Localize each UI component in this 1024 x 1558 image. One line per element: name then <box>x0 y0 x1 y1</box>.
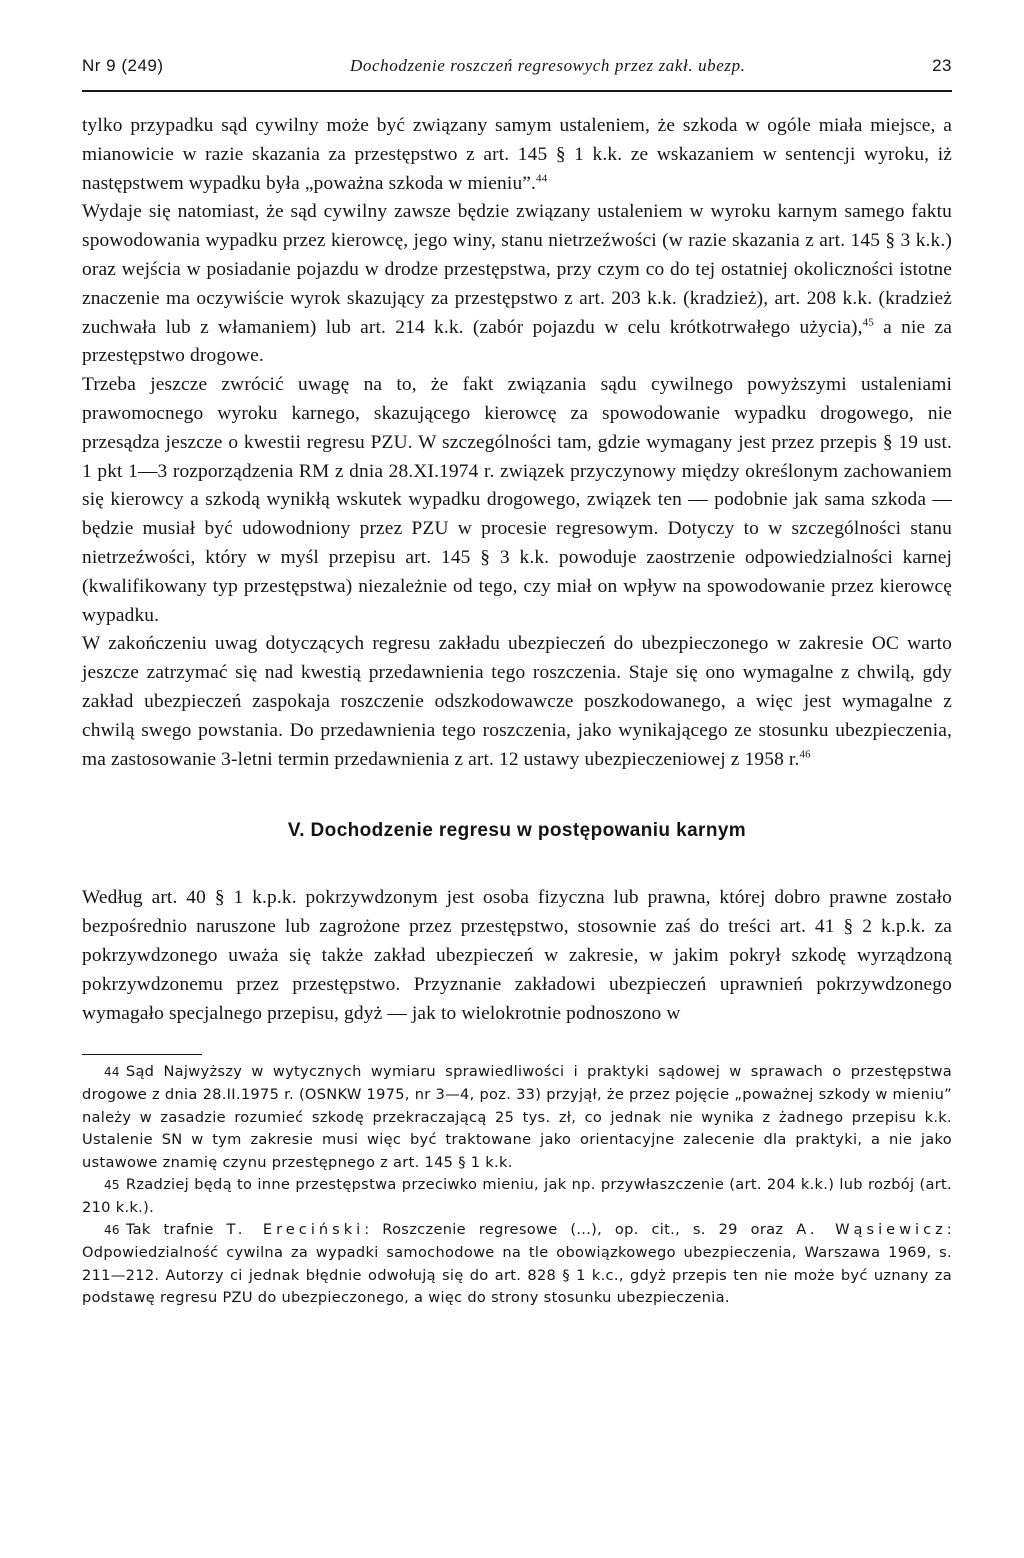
footnote-text: Tak trafnie <box>125 1221 227 1239</box>
section-text <box>82 884 952 1028</box>
paragraph <box>82 198 952 371</box>
footnote-text: Rzadziej będą to inne przestępstwa przeciwko mieniu, jak np. przywłaszczenie (art. 204 k.k.) lub rozbój (art. 210 k.k.). <box>82 1176 952 1216</box>
footnote-author: T. Ereciński <box>226 1221 365 1239</box>
footnote-author: A. Wąsiewicz <box>796 1221 947 1239</box>
page-number: 23 <box>932 56 952 75</box>
paragraph-text-continued: a nie za przestępstwo drogowe. <box>82 316 952 367</box>
footnote-reference: 46 <box>799 748 811 761</box>
footnotes <box>82 1061 952 1310</box>
issue-number: Nr 9 (249) <box>82 56 164 75</box>
footnote <box>82 1061 952 1174</box>
paragraph: Według art. 40 § 1 k.p.k. pokrzywdzonym jest osoba fizyczna lub prawna, której dobro prawne zostało bezpośrednio naruszone lub zagrożone przez przestępstwo, stosownie zaś do treści art. 41 § 2 k.p.k. za pokrzywdzonego uważa się także zakład ubezpieczeń w zakresie, w jakim pokrył szkodę wyrządzoną pokrzywdzonemu przez przestępstwo. Przyznanie zakładowi ubezpieczeń uprawnień pokrzywdzonego wymagało specjalnego przepisu, gdyż — jak to wielokrotnie podnoszono w <box>82 887 952 1024</box>
footnote-number: 44 <box>104 1065 120 1080</box>
footnote-number: 45 <box>104 1178 120 1193</box>
footnote-text: Sąd Najwyższy w wytycznych wymiaru sprawiedliwości i praktyki sądowej w sprawach o przestępstwa drogowe z dnia 28.II.1975 r. (OSNKW 1975, nr 3—4, poz. 33) przyjął, że przez pojęcie „poważnej szkody w mieniu” należy w zasadzie rozumieć szkodę przekraczającą 25 tys. zł, co jednak nie wynika z żadnego przepisu k.k. Ustalenie SN w tym zakresie musi więc być traktowane jako orientacyjne zalecenie dla praktyki, a nie jako ustawowe znamię czynu przestępnego z art. 145 § 1 k.k. <box>82 1063 952 1171</box>
footnote-reference: 45 <box>862 316 874 329</box>
paragraph-text: Wydaje się natomiast, że sąd cywilny zawsze będzie związany ustaleniem w wyroku karnym samego faktu spowodowania wypadku przez kierowcę, jego winy, stanu nietrzeźwości (w razie skazania z art. 145 § 3 k.k.) oraz wejścia w posiadanie pojazdu w drodze przestępstwa, przy czym co do tej ostatniej okoliczności istotne znaczenie ma oczywiście wyrok skazujący za przestępstwo z art. 203 k.k. (kradzież), art. 208 k.k. (kradzież zuchwała lub z włamaniem) lub art. 214 k.k. (zabór pojazdu w celu krótkotrwałego użycia), <box>82 201 952 338</box>
section-heading: V. Dochodzenie regresu w postępowaniu karnym <box>287 820 747 842</box>
paragraph <box>82 112 952 198</box>
footnote-text: : Odpowiedzialność cywilna za wypadki samochodowe na tle obowiązkowego ubezpieczenia, Warszawa 1969, s. 211—212. Autorzy ci jednak błędnie odwołują się do art. 828 § 1 k.c., gdyż przepis ten nie może być uznany za podstawę regresu PZU do ubezpieczonego, a więc do strony stosunku ubezpieczenia. <box>82 1221 952 1307</box>
footnote <box>82 1174 952 1219</box>
paragraph <box>82 371 952 630</box>
paragraph-text: tylko przypadku sąd cywilny może być związany samym ustaleniem, że szkoda w ogóle miała miejsce, a mianowicie w razie skazania za przestępstwo z art. 145 § 1 k.k. ze wskazaniem w sentencji wyroku, iż następstwem wypadku była „poważna szkoda w mieniu”. <box>82 115 952 194</box>
main-text <box>82 112 952 774</box>
footnote-reference: 44 <box>536 172 548 185</box>
paragraph-text: Trzeba jeszcze zwrócić uwagę na to, że fakt związania sądu cywilnego powyższymi ustaleniami prawomocnego wyroku karnego, skazującego kierowcę za spowodowanie wypadku drogowego, nie przesądza jeszcze o kwestii regresu PZU. W szczególności tam, gdzie wymagany jest przez przepis § 19 ust. 1 pkt 1—3 rozporządzenia RM z dnia 28.XI.1974 r. związek przyczynowy między określonym zachowaniem się kierowcy a szkodą wynikłą wskutek wypadku drogowego, związek ten — podobnie jak sama szkoda — będzie musiał być udowodniony przez PZU w procesie regresowym. Dotyczy to w szczególności stanu nietrzeźwości, który w myśl przepisu art. 145 § 3 k.k. powoduje zaostrzenie odpowiedzialności karnej (kwalifikowany typ przestępstwa) niezależnie od tego, czy miał on wpływ na spowodowanie przez kierowcę wypadku. <box>82 374 952 626</box>
footnote-text: : Roszczenie regresowe (...), op. cit., s. 29 oraz <box>364 1221 797 1239</box>
footnote-number: 46 <box>104 1223 120 1238</box>
footnote-divider <box>82 1054 202 1055</box>
paragraph-text: W zakończeniu uwag dotyczących regresu zakładu ubezpieczeń do ubezpieczonego w zakresie OC warto jeszcze zatrzymać się nad kwestią przedawnienia tego roszczenia. Staje się ono wymagalne z chwilą, gdy zakład ubezpieczeń zaspokaja roszczenie odszkodowawcze poszkodowanego, a więc jest wymagalne z chwilą swego powstania. Do przedawnienia tego roszczenia, jako wynikającego ze stosunku ubezpieczenia, ma zastosowanie 3-letni termin przedawnienia z art. 12 ustawy ubezpieczeniowej z 1958 r. <box>82 633 952 770</box>
footnote <box>82 1219 952 1309</box>
running-title: Dochodzenie roszczeń regresowych przez zakł. ubezp. <box>350 56 746 75</box>
running-header <box>82 56 952 92</box>
paragraph <box>82 630 952 774</box>
document-page <box>82 56 952 1310</box>
